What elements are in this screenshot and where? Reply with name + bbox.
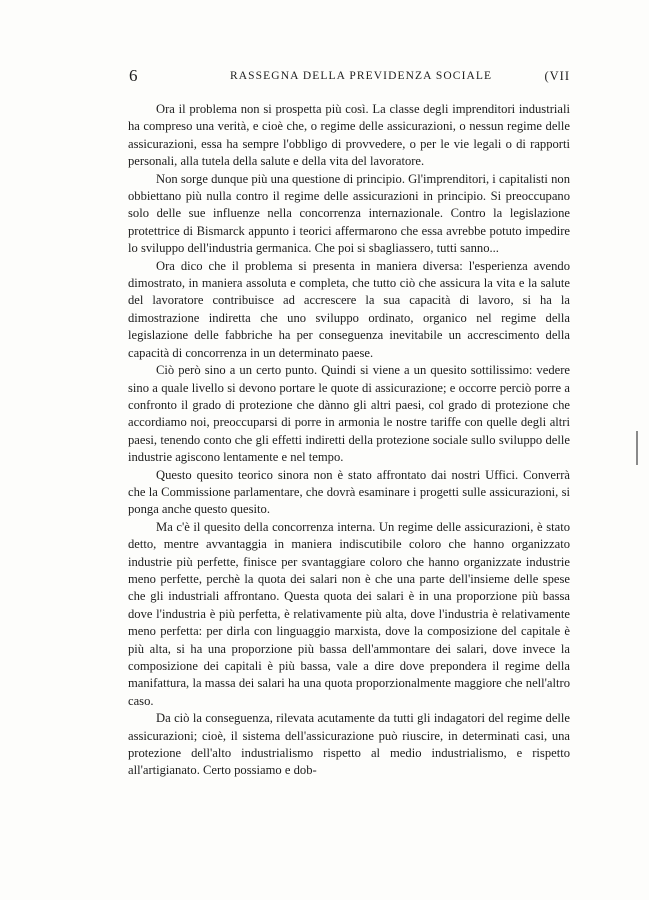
page-number: 6 (129, 66, 138, 85)
margin-mark (636, 431, 638, 465)
paragraph-4: Ciò però sino a un certo punto. Quindi si viene a un quesito sottilissimo: vedere sino a quale livello si devono portare le quote di assicurazione; e occorre perciò porre a confronto il grado di protezione che dànno gli altri paesi, col grado di protezione che accordiamo noi, preoccuparsi di porre in armonia le nostre tariffe con quelle degli altri paesi, tenendo conto che gli effetti indiretti della protezione sociale sullo sviluppo delle industrie agiscono lentamente e nel tempo. (128, 363, 570, 465)
paragraph-2: Non sorge dunque più una questione di principio. Gl'imprenditori, i capitalisti non obbiettano più nulla contro il regime delle assicurazioni in principio. Si preoccupano solo delle sue influenze nella concorrenza internazionale. Contro la legislazione protettrice di Bismarck appunto i teorici affermarono che essa avrebbe potuto impedire lo sviluppo dell'industria germanica. Che poi si sbagliassero, tutti sanno... (128, 171, 570, 256)
body-text (128, 101, 570, 780)
paragraph-5: Questo quesito teorico sinora non è stato affrontato dai nostri Uffici. Converrà che la Commissione parlamentare, che dovrà esaminare i progetti sulle assicurazioni, si ponga anche questo quesito. (128, 467, 570, 517)
volume-mark: (VII (544, 69, 570, 83)
paragraph-1: Ora il problema non si prospetta più così. La classe degli imprenditori industriali ha compreso una verità, e cioè che, o regime delle assicurazioni, o nessun regime delle assicurazioni, essa ha sempre l'obbligo di provvedere, o per le vie legali o di rapporti personali, alla tutela della salute e della vita del lavoratore. (128, 102, 570, 169)
running-title: RASSEGNA DELLA PREVIDENZA SOCIALE (230, 70, 493, 82)
paragraph-3: Ora dico che il problema si presenta in maniera diversa: l'esperienza avendo dimostrato, in maniera assoluta e completa, che tutto ciò che assicura la vita e la salute del lavoratore contribuisce ad accrescere la sua capacità di lavoro, si ha la dimostrazione indiretta che uno sviluppo ordinato, organico nel regime della legislazione delle fabbriche ha per conseguenza inevitabile un accrescimento della capacità di concorrenza in un determinato paese. (128, 258, 570, 360)
paragraph-6: Ma c'è il quesito della concorrenza interna. Un regime delle assicurazioni, è stato detto, mentre avvantaggia in maniera indiscutibile coloro che hanno organizzato industrie più perfette, finisce per svantaggiare coloro che hanno organizzate industrie meno perfette, perchè la quota dei salari non è che una parte dell'insieme delle spese che gli industriali affrontano. Questa quota dei salari è in una proporzione più bassa dove l'industria è più perfetta, è relativamente più alta, dove l'industria è relativamente meno perfetta: per dirla con linguaggio marxista, dove la composizione del capitale è più alta, si ha una proporzione più bassa dell'ammontare dei salari, dove invece la composizione dei capitali è più bassa, vale a dire dove prepondera il regime della manifattura, la massa dei salari ha una quota proporzionalmente maggiore che nell'altro caso. (128, 519, 570, 708)
paragraph-7: Da ciò la conseguenza, rilevata acutamente da tutti gli indagatori del regime delle assicurazioni; cioè, il sistema dell'assicurazione può riuscire, in determinati casi, una protezione dell'alto industrialismo rispetto al medio industrialismo, e rispetto all'artigianato. Certo possiamo e dob- (128, 711, 570, 778)
page-header (129, 66, 570, 88)
